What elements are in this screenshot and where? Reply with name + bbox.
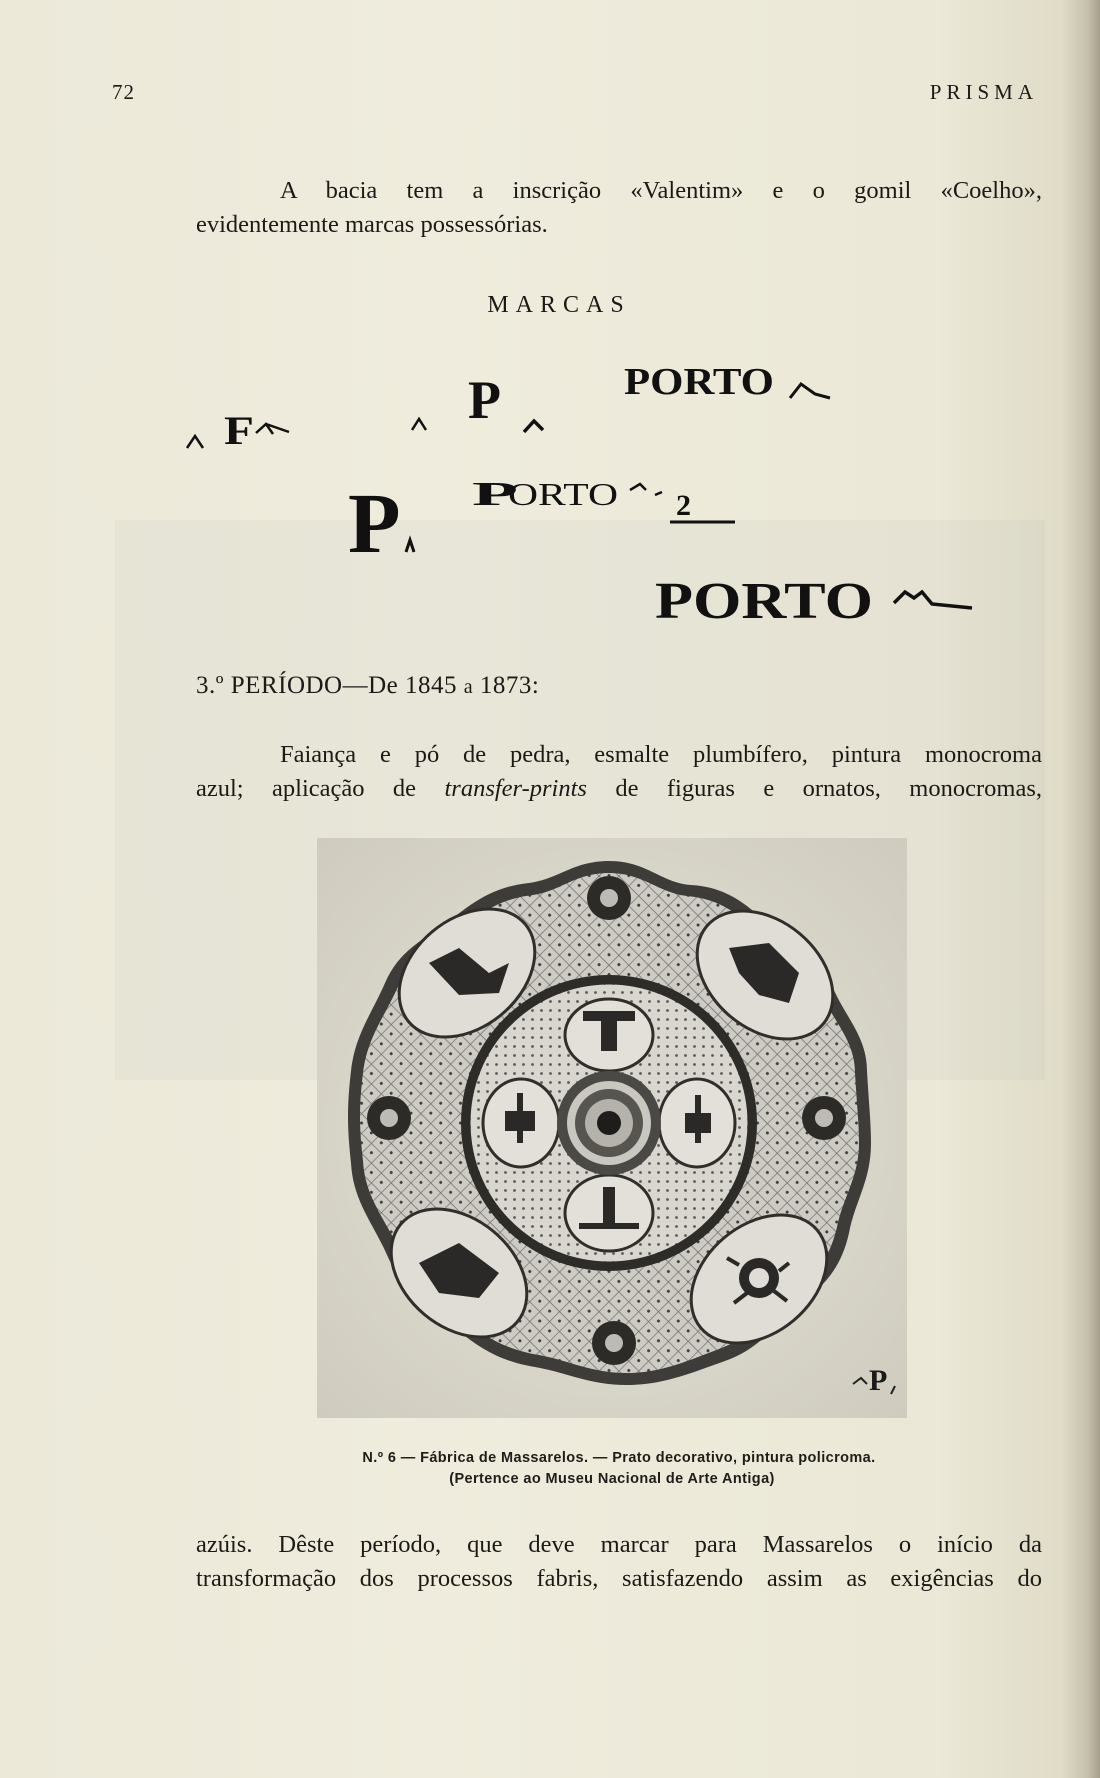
mark-porto-middle-text: ORTO [508, 476, 618, 512]
caption-line-1: N.º 6 — Fábrica de Massarelos. — Prato decorativo, pintura policroma. [362, 1450, 876, 1466]
period-a: a [463, 676, 474, 698]
description-line-1: Faiança e pó de pedra, esmalte plumbífero, pintura monocroma [280, 741, 1042, 768]
period-end-year: 1873: [479, 672, 540, 699]
mark-porto-bottom [655, 573, 972, 630]
description-line-2: azul; aplicação de transfer-prints de figuras e ornatos, monocromas, [196, 775, 1042, 802]
intro-line-2: evidentemente marcas possessórias. [196, 211, 548, 238]
mark-porto-bottom-text: PORTO [655, 573, 873, 630]
period-de: De [368, 672, 399, 699]
mark-porto-top-text: PORTO [624, 361, 774, 403]
plate-photograph [317, 838, 907, 1418]
plate-body [348, 861, 871, 1385]
closing-paragraph [196, 1528, 1042, 1596]
mark-p-letter: P [468, 370, 501, 430]
period-word: PERÍODO [230, 672, 343, 699]
marks-drawing [0, 0, 1100, 640]
period-heading [196, 672, 539, 700]
photo-mark-letter: P [869, 1364, 888, 1397]
period-dash: — [342, 672, 369, 699]
marks-heading: MARCAS [487, 292, 631, 318]
mark-porto-middle [472, 476, 735, 522]
mark-porto-top [624, 361, 830, 403]
intro-line-1: A bacia tem a inscrição «Valentim» e o gomil «Coelho», [280, 177, 1042, 204]
mark-p-large-letter: P [348, 475, 401, 571]
running-title: PRISMA [929, 80, 1038, 104]
figure-caption [317, 1448, 907, 1490]
period-start-year: 1845 [405, 672, 458, 699]
svg-text:P: P [472, 476, 518, 513]
plate-illustration [317, 838, 907, 1418]
closing-line-2: transformação dos processos fabris, satisfazendo assim as exigências do [196, 1565, 1042, 1592]
transfer-prints-term: transfer-prints [444, 775, 587, 802]
page-number: 72 [112, 80, 135, 104]
svg-text:2: 2 [676, 489, 691, 522]
closing-line-1: azúis. Dêste período, que deve marcar para Massarelos o início da [196, 1531, 1042, 1558]
mark-p-large [348, 475, 414, 571]
mark-f-letter: F [224, 408, 254, 453]
mark-f [187, 408, 289, 453]
mark-p-small [412, 370, 543, 432]
description-paragraph [196, 738, 1042, 806]
caption-line-2: (Pertence ao Museu Nacional de Arte Antiga) [449, 1471, 775, 1487]
period-number: 3.º [196, 672, 225, 699]
